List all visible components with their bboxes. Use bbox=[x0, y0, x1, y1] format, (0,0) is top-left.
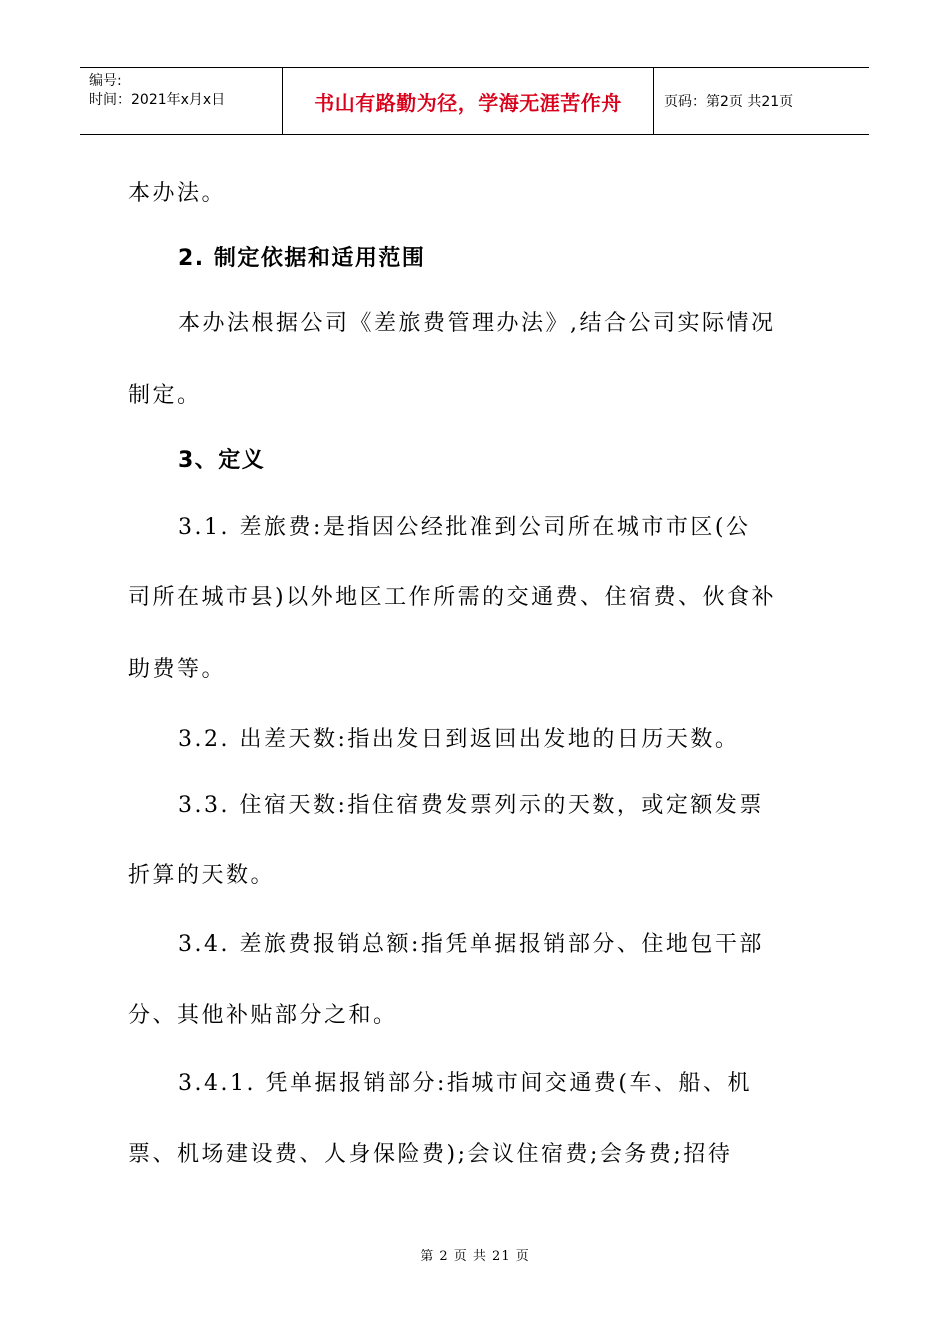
paragraph-line: 3.3. 住宿天数:指住宿费发票列示的天数，或定额发票 bbox=[178, 793, 764, 818]
document-date-label: 时间：2021年x月x日 bbox=[89, 92, 226, 108]
section-heading: 2. 制定依据和适用范围 bbox=[178, 246, 426, 271]
paragraph-line: 司所在城市县)以外地区工作所需的交通费、住宿费、伙食补 bbox=[128, 585, 777, 610]
paragraph-line: 3.4.1. 凭单据报销部分:指城市间交通费(车、船、机 bbox=[178, 1071, 752, 1096]
paragraph-line: 折算的天数。 bbox=[128, 863, 276, 888]
page-header bbox=[80, 67, 869, 135]
document-number-label: 编号: bbox=[89, 73, 122, 89]
paragraph-line: 本办法根据公司《差旅费管理办法》,结合公司实际情况 bbox=[178, 311, 776, 336]
paragraph-line: 助费等。 bbox=[128, 657, 227, 682]
paragraph-line: 3.4. 差旅费报销总额:指凭单据报销部分、住地包干部 bbox=[178, 932, 764, 957]
paragraph-line: 本办法。 bbox=[128, 181, 227, 206]
paragraph-line: 票、机场建设费、人身保险费);会议住宿费;会务费;招待 bbox=[128, 1142, 733, 1167]
paragraph-line: 制定。 bbox=[128, 383, 202, 408]
header-meta bbox=[80, 68, 282, 134]
paragraph-line: 3.2. 出差天数:指出发日到返回出发地的日历天数。 bbox=[178, 727, 740, 752]
section-heading: 3、定义 bbox=[178, 448, 266, 473]
header-page-info: 页码：第2页 共21页 bbox=[664, 94, 794, 110]
header-motto: 书山有路勤为径，学海无涯苦作舟 bbox=[282, 68, 654, 134]
paragraph-line: 分、其他补贴部分之和。 bbox=[128, 1003, 398, 1028]
page-footer: 第 2 页 共 21 页 bbox=[420, 1249, 530, 1264]
paragraph-line: 3.1. 差旅费:是指因公经批准到公司所在城市市区(公 bbox=[178, 515, 751, 540]
